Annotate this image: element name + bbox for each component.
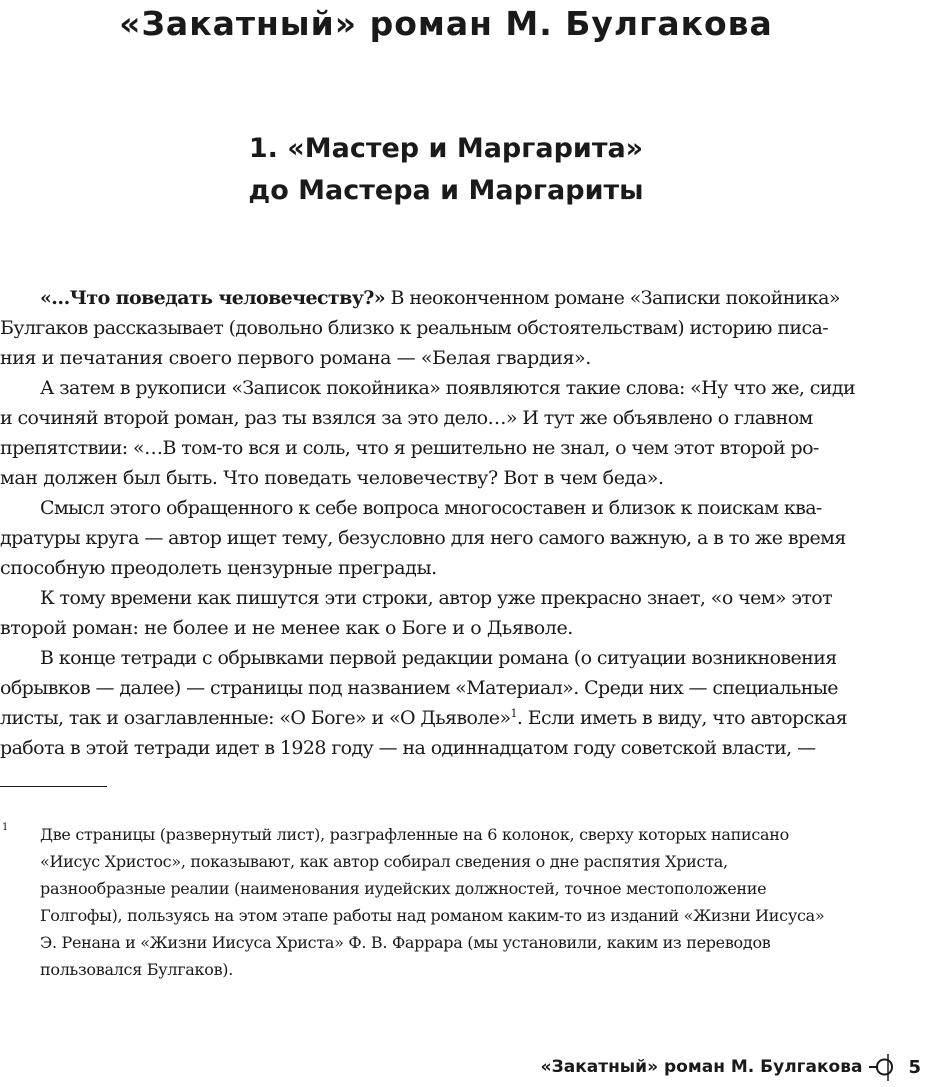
bold-lead-in: «…Что поведать человечеству?»	[40, 287, 386, 309]
page-number: 5	[908, 1056, 921, 1078]
paragraph-line: Булгаков рассказывает (довольно близко к реальным обстоятельствам) историю писа-	[0, 317, 829, 339]
paragraph-line: листы, так и озаглавленные: «О Боге» и «О Дьяволе»$^1$. Если иметь в виду, что авторская	[0, 707, 848, 729]
footnote-number: 1	[2, 822, 9, 833]
paragraph-line: А затем в рукописи «Записок покойника» появляются такие слова: «Ну что же, сиди	[40, 377, 856, 399]
paragraph-line: способную преодолеть цензурные преграды.	[0, 557, 437, 579]
paragraph-line: обрывков — далее) — страницы под названием «Материал». Среди них — специальные	[0, 677, 838, 699]
footnote-line: Э. Ренана и «Жизни Иисуса Христа» Ф. В. Фаррара (мы установили, каким из переводов	[40, 933, 771, 952]
paragraph-line: В конце тетради с обрывками первой редакции романа (о ситуации возникновения	[40, 647, 837, 669]
footnote-line: «Иисус Христос», показывают, как автор собирал сведения о дне распятия Христа,	[40, 852, 728, 871]
paragraph-line: препятствии: «…В том-то вся и соль, что я решительно не знал, о чем этот второй ро-	[0, 437, 819, 459]
running-footer	[541, 1052, 921, 1082]
footnote-line: Голгофы), пользуясь на этом этапе работы над романом каким-то из изданий «Жизни Иисуса»	[40, 906, 825, 925]
footnote-reference[interactable]: 1	[510, 707, 517, 720]
paragraph-line: «…Что поведать человечеству?» В неоконченном романе «Записки покойника»	[40, 287, 840, 309]
page-title: «Закатный» роман М. Булгакова	[119, 4, 773, 43]
body-text	[0, 283, 886, 763]
paragraph-line: ман должен был быть. Что поведать человечеству? Вот в чем беда».	[0, 467, 664, 489]
footnote-divider	[0, 786, 107, 787]
footnote-line: Две страницы (развернутый лист), разграфленные на 6 колонок, сверху которых написано	[40, 825, 789, 844]
footnote-text	[40, 821, 886, 983]
paragraph-line: работа в этой тетради идет в 1928 году — на одиннадцатом году советской власти, —	[0, 737, 816, 759]
paragraph-line: К тому времени как пишутся эти строки, автор уже прекрасно знает, «о чем» этот	[40, 587, 833, 609]
paragraph-line: Смысл этого обращенного к себе вопроса многосоставен и близок к поискам ква-	[40, 497, 822, 519]
quill-loop-icon	[868, 1052, 896, 1082]
chapter-title-line-1: 1. «Мастер и Маргарита»	[248, 133, 644, 164]
paragraph-line: и сочиняй второй роман, раз ты взялся за это дело…» И тут же объявлено о главном	[0, 407, 813, 429]
paragraph-line: второй роман: не более и не менее как о Боге и о Дьяволе.	[0, 617, 573, 639]
paragraph-line: ния и печатания своего первого романа — «Белая гвардия».	[0, 347, 591, 369]
chapter-title	[0, 128, 892, 212]
paragraph-line: дратуры круга — автор ищет тему, безусловно для него самого важную, а в то же время	[0, 527, 846, 549]
chapter-title-line-2: до Мастера и Маргариты	[248, 175, 644, 206]
footnote-line: разнообразные реалии (наименования иудейских должностей, точное местоположение	[40, 879, 767, 898]
running-title: «Закатный» роман М. Булгакова	[540, 1057, 863, 1077]
footnote-line: пользовался Булгаков).	[40, 960, 234, 979]
footnote	[0, 821, 886, 983]
